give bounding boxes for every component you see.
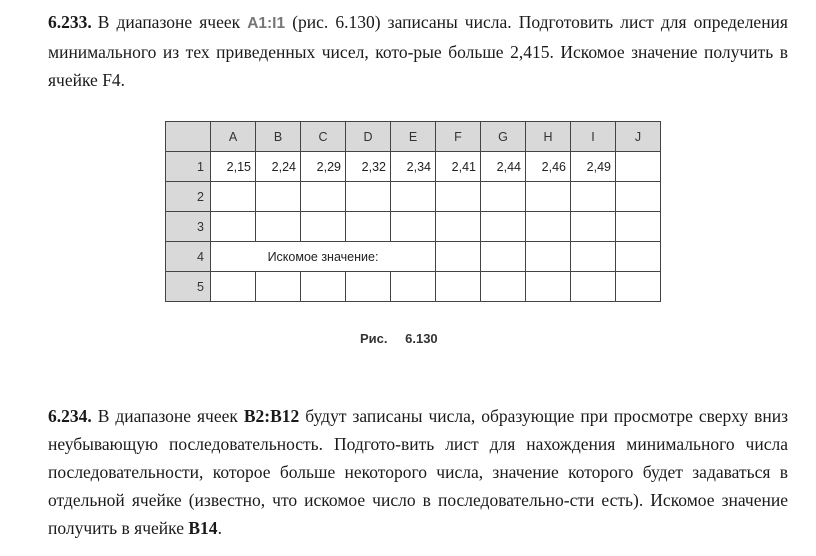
column-header-d: D [346,122,391,152]
empty-cell [436,182,481,212]
column-header-j: J [616,122,661,152]
cell-j1 [616,152,661,182]
column-header-i: I [571,122,616,152]
empty-cell [526,272,571,302]
empty-cell [211,212,256,242]
empty-cell [256,272,301,302]
empty-cell [481,212,526,242]
empty-cell [301,272,346,302]
empty-cell [256,182,301,212]
problem-text: В диапазоне ячеек [97,12,248,32]
empty-cell [481,272,526,302]
problem-6-234 [48,402,788,542]
spreadsheet-figure [165,121,661,302]
empty-cell [301,182,346,212]
empty-cell [436,212,481,242]
empty-cell [616,212,661,242]
figure-caption: Рис. 6.130 [360,331,438,346]
empty-cell [346,272,391,302]
empty-cell [346,182,391,212]
empty-cell [391,182,436,212]
empty-cell [526,182,571,212]
problem-text-continued: будут записаны числа, образующие при просмотре сверху вниз неубывающую последовательность. Подгото-вить лист для нахождения минимального числа последовательности, которое больше некоторого числа, значение которого будет задаваться в отдельной ячейке (известно, что искомое число в последовательно-сти есть). Искомое значение получить в ячейке [48,406,788,538]
cell-f4 [436,242,481,272]
column-header-f: F [436,122,481,152]
row-header: 3 [166,212,211,242]
empty-cell [571,212,616,242]
cell-f1: 2,41 [436,152,481,182]
empty-cell [526,242,571,272]
empty-cell [571,272,616,302]
empty-cell [481,242,526,272]
column-header-c: C [301,122,346,152]
problem-text: В диапазоне ячеек [97,406,244,426]
empty-cell [616,182,661,212]
empty-cell [481,182,526,212]
cell-d1: 2,32 [346,152,391,182]
cell-e1: 2,34 [391,152,436,182]
cell-c1: 2,29 [301,152,346,182]
empty-cell [391,272,436,302]
sheet-row-1 [166,152,661,182]
problem-number: 6.233. [48,12,92,32]
problem-text-continued: (рис. 6.130) записаны числа. Подготовить лист для определения минимального из тех приведенных чисел, кото-рые больше 2,415. Искомое значение получить в ячейке F4. [48,12,788,90]
target-cell-ref: B14 [188,518,218,538]
cell-a1: 2,15 [211,152,256,182]
empty-cell [211,272,256,302]
row-header: 2 [166,182,211,212]
sheet-row-2 [166,182,661,212]
corner-cell [166,122,211,152]
problem-6-233 [48,8,788,94]
problem-number: 6.234. [48,406,92,426]
empty-cell [211,182,256,212]
empty-cell [391,212,436,242]
cell-g1: 2,44 [481,152,526,182]
row-header: 1 [166,152,211,182]
sheet-row-3 [166,212,661,242]
empty-cell [436,272,481,302]
empty-cell [616,272,661,302]
empty-cell [526,212,571,242]
empty-cell [571,182,616,212]
empty-cell [346,212,391,242]
column-header-g: G [481,122,526,152]
column-header-e: E [391,122,436,152]
empty-cell [301,212,346,242]
column-header-b: B [256,122,301,152]
cell-i1: 2,49 [571,152,616,182]
empty-cell [256,212,301,242]
cell-range-ref: B2:B12 [243,406,300,426]
column-header-h: H [526,122,571,152]
row-header: 4 [166,242,211,272]
sheet-row-5 [166,272,661,302]
column-header-a: A [211,122,256,152]
cell-b1: 2,24 [256,152,301,182]
cell-range-ref: A1:I1 [247,15,286,32]
cell-h1: 2,46 [526,152,571,182]
sheet-row-4 [166,242,661,272]
row-header: 5 [166,272,211,302]
result-label-cell: Искомое значение: [211,242,436,272]
empty-cell [616,242,661,272]
problem-text-end: . [217,518,222,538]
empty-cell [571,242,616,272]
column-header-row [166,122,661,152]
